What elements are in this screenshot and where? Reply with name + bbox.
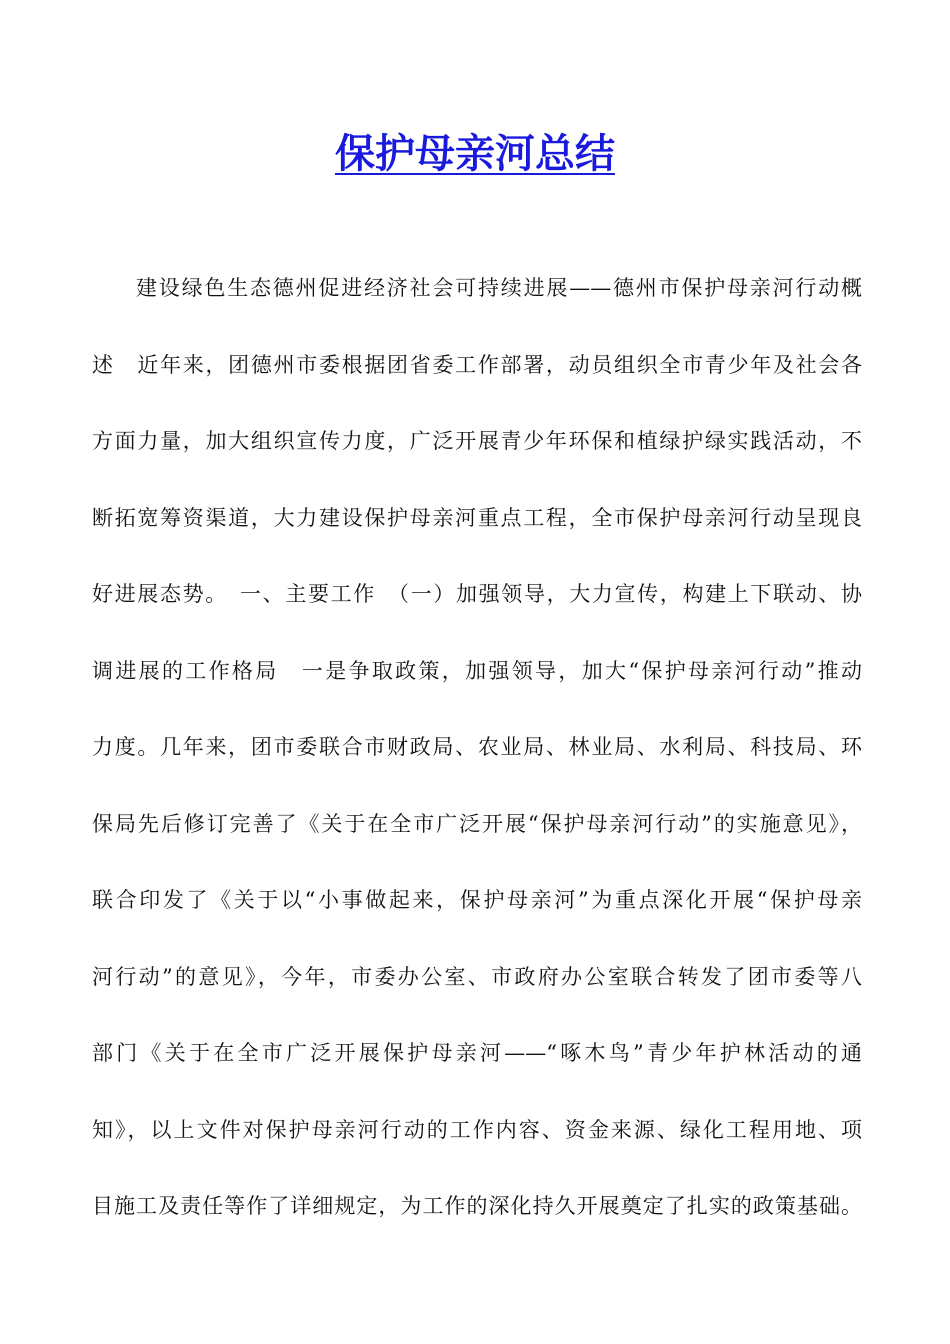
body-line: 知》，以上文件对保护母亲河行动的工作内容、资金来源、绿化工程用地、项 [92, 1117, 862, 1142]
body-line: 部门《关于在全市广泛开展保护母亲河——“啄木鸟”青少年护林活动的通 [92, 1041, 862, 1065]
body-line: 力度。几年来，团市委联合市财政局、农业局、林业局、水利局、科技局、环 [92, 735, 862, 759]
body-line: 联合印发了《关于以“小事做起来，保护母亲河”为重点深化开展“保护母亲 [92, 888, 862, 912]
body-line: 河行动”的意见》，今年，市委办公室、市政府办公室联合转发了团市委等八 [92, 964, 862, 989]
document-title-link[interactable]: 保护母亲河总结 [335, 130, 615, 177]
body-line: 调进展的工作格局 一是争取政策，加强领导，加大“保护母亲河行动”推动 [92, 658, 862, 683]
document-body [92, 250, 862, 1245]
body-line: 保局先后修订完善了《关于在全市广泛开展“保护母亲河行动”的实施意见》， [92, 811, 862, 836]
document-title [0, 124, 950, 184]
body-line: 断拓宽筹资渠道，大力建设保护母亲河重点工程，全市保护母亲河行动呈现良 [92, 505, 862, 530]
body-line: 好进展态势。 一、主要工作 （一）加强领导，大力宣传，构建上下联动、协 [92, 582, 862, 606]
body-line: 方面力量，加大组织宣传力度，广泛开展青少年环保和植绿护绿实践活动，不 [92, 429, 862, 453]
body-line: 建设绿色生态德州促进经济社会可持续进展——德州市保护母亲河行动概 [136, 276, 862, 300]
body-line: 目施工及责任等作了详细规定，为工作的深化持久开展奠定了扎实的政策基础。 [92, 1194, 862, 1218]
body-line: 述 近年来，团德州市委根据团省委工作部署，动员组织全市青少年及社会各 [92, 352, 862, 377]
